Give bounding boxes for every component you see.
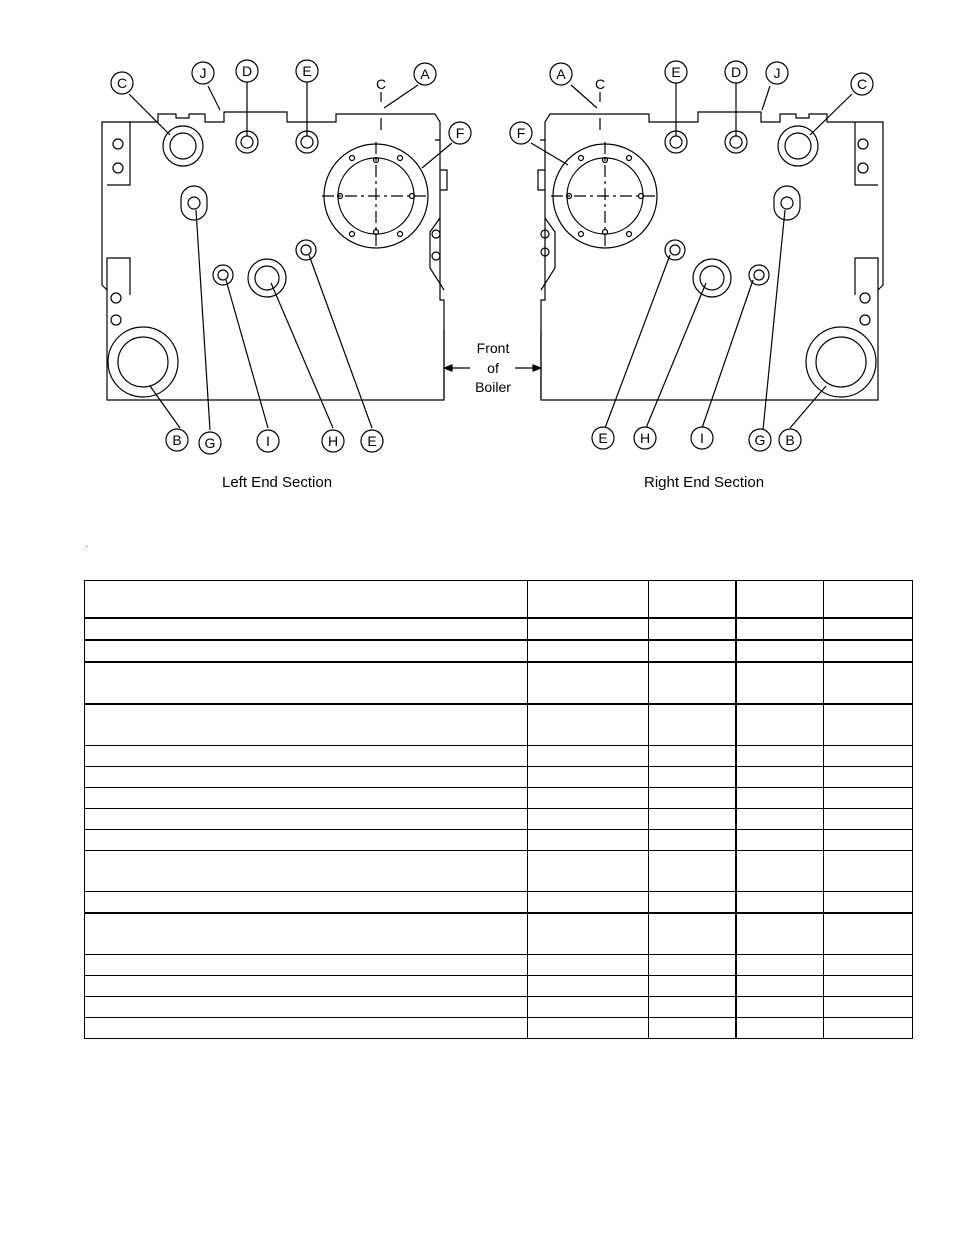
table-row [85, 746, 913, 767]
left-section-outline [102, 112, 444, 400]
left-end-section-caption: Left End Section [222, 474, 333, 491]
table-cell [649, 809, 736, 830]
table-cell [824, 581, 913, 619]
table-cell [736, 976, 824, 997]
table-cell [528, 830, 649, 851]
callout-label-right-a: A [556, 66, 566, 82]
table-row [85, 976, 913, 997]
table-cell [85, 913, 528, 955]
callout-label-left-j: J [199, 65, 207, 81]
table-cell [649, 581, 736, 619]
table-cell [528, 788, 649, 809]
table-row [85, 788, 913, 809]
table-cell [824, 618, 913, 640]
table-cell [736, 913, 824, 955]
callout-label-right-h: H [639, 430, 651, 446]
table-cell [649, 746, 736, 767]
table-row [85, 1018, 913, 1039]
table-cell [824, 913, 913, 955]
table-cell [528, 892, 649, 914]
front-of-boiler-line3: Boiler [475, 379, 511, 395]
table-cell [649, 618, 736, 640]
table-cell [824, 997, 913, 1018]
table-cell [736, 581, 824, 619]
table-cell [824, 892, 913, 914]
table-cell [85, 746, 528, 767]
callout-label-right-d: D [730, 64, 742, 80]
table-cell [736, 618, 824, 640]
connections-table [84, 580, 913, 1039]
table-cell [649, 851, 736, 892]
table-cell [85, 704, 528, 746]
table-cell [85, 830, 528, 851]
table-row [85, 892, 913, 914]
table-cell [736, 767, 824, 788]
table-cell [528, 662, 649, 704]
table-cell [85, 851, 528, 892]
table-cell [824, 788, 913, 809]
table-row [85, 830, 913, 851]
front-of-boiler-line2: of [487, 360, 499, 376]
table-cell [528, 640, 649, 662]
table-cell [85, 581, 528, 619]
table-cell [736, 788, 824, 809]
left-end-section [102, 82, 470, 430]
table-cell [649, 913, 736, 955]
table-cell [824, 809, 913, 830]
table-cell [85, 955, 528, 976]
callout-label-left-e: E [367, 433, 377, 449]
table-row [85, 581, 913, 619]
table-cell [85, 1018, 528, 1039]
table-cell [736, 830, 824, 851]
table-cell [85, 976, 528, 997]
callout-label-left-e: E [302, 63, 312, 79]
table-cell [85, 809, 528, 830]
table-cell [85, 997, 528, 1018]
table-cell [649, 767, 736, 788]
table-row [85, 955, 913, 976]
table-cell [824, 746, 913, 767]
table-cell [649, 892, 736, 914]
table-cell [736, 997, 824, 1018]
table-cell [85, 618, 528, 640]
table-row [85, 640, 913, 662]
table-row [85, 662, 913, 704]
table-cell [824, 976, 913, 997]
right-end-section [515, 82, 883, 430]
table-row [85, 997, 913, 1018]
table-cell [736, 1018, 824, 1039]
table-cell [528, 581, 649, 619]
table-cell [649, 788, 736, 809]
centerline-symbol-left: C [376, 76, 387, 92]
right-end-section-caption: Right End Section [644, 474, 765, 491]
table-row [85, 618, 913, 640]
callout-label-right-g: G [754, 432, 766, 448]
table-cell [649, 704, 736, 746]
table-row [85, 704, 913, 746]
table-cell [824, 704, 913, 746]
table-cell [528, 955, 649, 976]
callout-label-left-h: H [327, 433, 339, 449]
table-cell [736, 955, 824, 976]
table-cell [528, 618, 649, 640]
table-cell [824, 955, 913, 976]
callout-label-left-b: B [172, 432, 182, 448]
table-cell [528, 809, 649, 830]
table-cell [824, 851, 913, 892]
callout-label-left-d: D [241, 63, 253, 79]
table-cell [528, 997, 649, 1018]
callout-label-left-a: A [420, 66, 430, 82]
stray-mark [86, 546, 87, 547]
callout-label-right-f: F [516, 125, 526, 141]
centerline-symbol-right: C [595, 76, 606, 92]
table-cell [649, 976, 736, 997]
table-cell [649, 640, 736, 662]
table-cell [85, 767, 528, 788]
table-cell [528, 746, 649, 767]
table-cell [736, 892, 824, 914]
callout-label-right-e: E [671, 64, 681, 80]
end-section-diagram [0, 0, 954, 560]
table-cell [528, 1018, 649, 1039]
table-cell [85, 640, 528, 662]
table-cell [824, 830, 913, 851]
callout-label-right-b: B [785, 432, 795, 448]
table-cell [528, 767, 649, 788]
callout-label-right-e: E [598, 430, 608, 446]
callout-label-right-c: C [856, 76, 868, 92]
table-cell [736, 809, 824, 830]
table-cell [736, 746, 824, 767]
table-cell [649, 830, 736, 851]
table-cell [824, 662, 913, 704]
table-cell [649, 955, 736, 976]
table-row [85, 809, 913, 830]
table-cell [85, 788, 528, 809]
front-of-boiler-line1: Front [476, 340, 510, 356]
table-cell [736, 640, 824, 662]
right-section-outline [541, 112, 883, 400]
callout-label-left-f: F [455, 125, 465, 141]
callout-label-right-i: I [700, 430, 704, 446]
callout-label-left-i: I [266, 433, 270, 449]
table-cell [528, 704, 649, 746]
table-row [85, 913, 913, 955]
table-cell [528, 976, 649, 997]
table-row [85, 767, 913, 788]
table-cell [824, 767, 913, 788]
table-cell [528, 851, 649, 892]
table-cell [85, 892, 528, 914]
table-cell [649, 1018, 736, 1039]
table-cell [824, 1018, 913, 1039]
callout-label-right-j: J [773, 65, 781, 81]
table-cell [528, 913, 649, 955]
table-cell [736, 662, 824, 704]
table-cell [824, 640, 913, 662]
callout-label-left-g: G [204, 435, 216, 451]
callout-label-left-c: C [116, 75, 128, 91]
table-cell [649, 997, 736, 1018]
table-row [85, 851, 913, 892]
table-cell [649, 662, 736, 704]
table-cell [736, 704, 824, 746]
table-cell [736, 851, 824, 892]
table-cell [85, 662, 528, 704]
